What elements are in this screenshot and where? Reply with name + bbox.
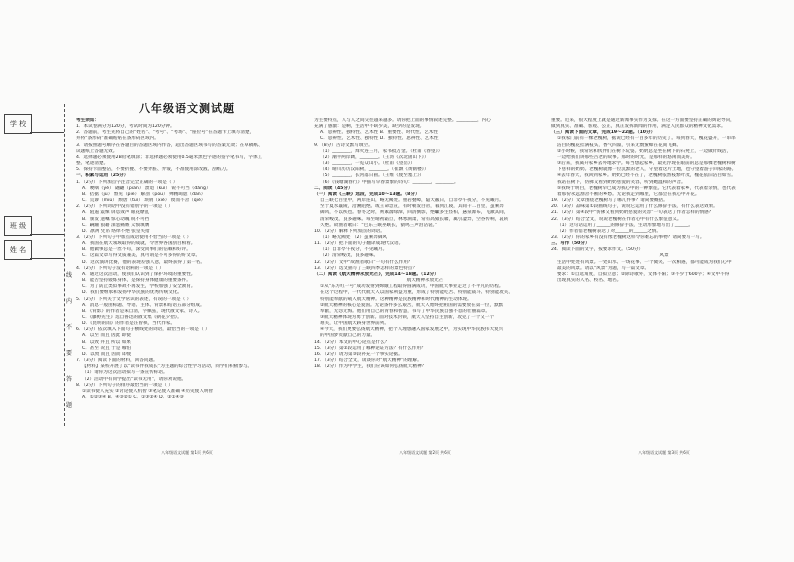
text-line: 22．（3分）结合全文，说说老槐树在作者心中有什么象征意义。 xyxy=(551,216,682,222)
text-line: 10．（2分）解释下列加点的词语。 xyxy=(314,228,385,234)
text-line: 清荣峻茂，良多趣味。每至晴初霜旦，林寒涧肃，常有高猿长啸，属引凄异，空谷传响，哀转 xyxy=(320,216,509,222)
text-line: A．阻遏 震悚 屏息敛声 眼花缭乱 xyxy=(82,210,150,216)
text-line: ④今天，我们更要弘扬航天精神，把个人理想融入国家发展之中，为实现中华民族伟大复兴 xyxy=(320,327,504,333)
page-footer: 八年级语文试题 第2页 共6页 xyxy=(399,450,451,455)
text-line: 21．（2分）第④段中“仿佛又看到奶奶慈爱的笑容”一句表达了作者怎样的情感？ xyxy=(551,210,714,216)
text-line: （1）________，烽火连三月，家书抵万金。（杜甫《春望》） xyxy=(320,148,443,154)
text-line: 着那份永远割舍不断的乡愁。无论我走到哪里，它都会在我心中开花。 xyxy=(557,191,700,197)
text-line: ④去年春天，我回到家乡。奶奶已经不在了，老槐树依然枝繁叶茂，槐花依旧洁白如雪。 xyxy=(557,173,736,179)
text-line: A．我国在航天领域取得的成就，令世界各国刮目相看。 xyxy=(82,241,196,247)
text-line: 充满了感激：是啊，生活中不缺少美，缺少的是发现。 xyxy=(314,124,425,130)
section-heading: 三、写作（50分） xyxy=(551,241,590,247)
text-line: （3）________，一览众山小。（杜甫《望岳》） xyxy=(320,161,415,167)
text-line: 为主要特点，人与人之间交往越来越多。请你把上面的事情叙述完整。_________，内心 xyxy=(314,118,491,123)
text-line: ①从“东方红一号”成功发射到嫦娥工程取得圆满成功，中国航天事业走过了不平凡的历程。 xyxy=(320,284,504,290)
text-line: A．以至 而且 因此 即使 xyxy=(82,333,131,339)
text-line: C．甚至 况且 于是 哪怕 xyxy=(82,345,131,351)
text-line: 5．（2分）下列关于文学常识的表述，有误的一项是（ ） xyxy=(76,296,192,302)
text-line: D．《昆明的雨》的作者是汪曾祺，当代作家。 xyxy=(82,321,176,327)
section-heading: 一、积累与运用（25分） xyxy=(76,173,129,179)
text-line: 洁白的槐花挂满枝头，香气四溢，引来无数蜜蜂在花间飞舞。 xyxy=(557,142,682,148)
text-line: 23．（2分）你的家乡有没有像老槐树这样令你难忘的事物？请简要写一写。 xyxy=(551,234,705,240)
text-line: D．这次演讲比赛，他的表现差强人意，最终获得了第一名。 xyxy=(82,259,205,265)
text-line: 一边给我们讲那些古老的故事。那时的时光，是那样的悠闲而美好。 xyxy=(557,154,695,160)
section-heading: （二）阅读《航天精神永放光芒》，完成14～18题。（12分） xyxy=(314,271,439,277)
text-line: D．以致 而且 因而 即使 xyxy=(82,351,132,357)
section-heading: 考生须知： xyxy=(76,118,99,123)
text-line: D．我们要继承和发扬中华民族的优秀传统文化。 xyxy=(82,290,183,296)
page-column-3 xyxy=(551,118,777,448)
text-line: D．凛冽 凭吊 络绎不绝 张皇失措 xyxy=(82,228,150,234)
text-line: （2）活动中有同学提出“读书无用”，请你劝说他。 xyxy=(82,376,187,382)
text-line: 8．（2分）下列句子的排序最恰当的一项是（ ） xyxy=(76,382,173,388)
text-line: 并将“条形码”准确粘贴在条形码区域内。 xyxy=(76,136,159,142)
text-line: 重要。近来，很大程度上就是通过新闻事实作为支撑。在这一方面要坚持正确的舆论导向， xyxy=(551,118,735,123)
section-heading: （一）阅读《三峡》选段，完成10～13题。（8分） xyxy=(314,191,420,197)
text-line: 5．保持卡面整洁，不要折叠、不要弄脏、弄皱，不准使用涂改液、刮纸刀。 xyxy=(76,167,231,173)
text-line: C．荒谬（miù） 颓唐（tuí） 琐屑（xiè） 锲而不舍（qiè） xyxy=(82,198,206,204)
text-line: （2）清荣峻茂，良多趣味。 xyxy=(320,253,379,259)
page-column-1 xyxy=(76,118,298,448)
text-line: 最美的风景。请以“风景”为题，写一篇文章。 xyxy=(557,265,650,271)
text-line: ②航天精神的核心是爱国。无论条件多么艰苦，航天人始终把祖国的需要放在第一位，默默 xyxy=(320,302,504,308)
text-line: B．他做事总是一丝不苟，深受同事们的信赖和好评。 xyxy=(82,247,191,253)
text-line: 11．（2分）把下面的句子翻译成现代汉语。 xyxy=(314,241,404,247)
seal-char: 不 xyxy=(66,324,73,331)
seal-char: 内 xyxy=(66,298,73,305)
text-line: A．消息一般由标题、导语、主体、背景和结语五部分组成。 xyxy=(82,302,205,308)
text-line: 1．（2分）下列加点字注音完全正确的一项是（ ） xyxy=(76,179,178,185)
name-field-label: 姓 名 xyxy=(4,240,32,260)
text-line: 难关，让中国航天跻身世界前列。 xyxy=(320,321,389,327)
text-line: （1）自非亭午夜分，不见曦月。 xyxy=(320,247,388,253)
page-footer: 八年级语文试题 第3页 共6页 xyxy=(638,450,690,455)
text-line: 2．（2分）下列词语中没有错别字的一项是（ ） xyxy=(76,204,173,210)
text-line: 至于夏水襄陵，沿溯阻绝。或王命急宣，有时朝发白帝，暮到江陵，其间千二百里，虽乘奔 xyxy=(320,204,504,210)
text-line: 15．（3分）第②段运用了哪种论证方法？有什么作用？ xyxy=(314,345,426,351)
text-line: 4．选择题必须使用2B铅笔填涂；非选择题必须使用0.5毫米黑色字迹的签字笔书写，字体工 xyxy=(76,154,263,160)
text-line: 17．（3分）结合全文，谈谈你对“航天精神”的理解。 xyxy=(314,358,422,364)
text-line: ②小时候，我常常和伙伴们在树下玩耍。奶奶总是坐在树下的石凳上，一边做针线活， xyxy=(557,148,732,154)
text-line: 13．（2分）选文描写了三峡四季怎样的景色特点？ xyxy=(314,265,417,271)
text-line: 【材料】某校开展了以“读书伴我成长”为主题的综合性学习活动，同学们积极参与。 xyxy=(82,364,253,370)
section-heading: （三）阅读下面的文章，完成19～22题。（10分） xyxy=(551,130,656,136)
text-line: B．《背影》的作者是朱自清，字佩弦，现代散文家、诗人。 xyxy=(82,308,203,314)
text-line: 19．（2分）文章围绕老槐树写了哪几件事？请简要概括。 xyxy=(551,198,668,204)
seal-char: 答 xyxy=(66,376,73,383)
text-line: 12．（2分）文中“故渔者歌曰”一句有什么作用？ xyxy=(314,259,413,265)
text-line: 2．答题前，考生先将自己的“姓名”、“考号”、“考场”、“座位号”在答题卡上填写清楚， xyxy=(76,130,255,136)
text-line: ③航天精神体现为勇于创新。面对技术封锁，航天人坚持自主创新，攻克了一个又一个 xyxy=(320,315,495,320)
text-line: B．能否坚持锻炼身体，是保持身体健康的重要条件。 xyxy=(82,278,191,284)
text-line: 6．（2分）依次填入下面句子横线处的词语，最恰当的一项是（ ） xyxy=(76,327,210,333)
text-line: （4）晴川历历汉阳树，________。（崔颢《黄鹤楼》） xyxy=(320,167,429,173)
text-line: 要求：①自选角度，自拟立意；②除诗歌外，文体不限；③不少于600字；④文中不得 xyxy=(557,271,730,277)
text-line: 做到真实、准确、客观、公正，真正发挥新闻的作用，满足人民群众的精神文化需求。 xyxy=(551,124,726,130)
text-line: （1）请你为这次活动拟写一条宣传标语。 xyxy=(82,370,168,376)
text-line: C．为了防止类似事故不再发生，学校加强了安全教育。 xyxy=(82,284,196,290)
name-field-input[interactable] xyxy=(30,258,64,259)
text-line: 1．本试卷满分为120分，考试时间为120分钟。 xyxy=(76,124,175,130)
text-line: 18．（2分）作为中学生，我们应该如何弘扬航天精神？ xyxy=(314,364,427,370)
text-line: 试题纸上答题无效。 xyxy=(76,148,118,154)
text-line: A．思辨性、独特性、艺术性 B．重要性、时代性、艺术性 xyxy=(320,130,439,136)
text-line: （6）《钱塘湖春行》中描写早春景象的诗句：________，________。 xyxy=(320,179,459,185)
text-line: （1）这句话运用了______的修辞手法，生动形象地写出了______。 xyxy=(557,222,694,228)
text-line: 的中国梦贡献自己的力量。 xyxy=(320,333,376,339)
text-line: 我站在树下，仿佛又看到奶奶慈爱的笑容，听到她温和的声音。 xyxy=(557,179,686,185)
text-line: C．这篇文章写得文质兼美，真可谓是不可多得的好文章。 xyxy=(82,253,201,259)
text-line: 出现真实的人名、校名、地名。 xyxy=(557,278,622,284)
seal-line xyxy=(64,104,65,426)
text-line: B．拮据（jū） 瞥见（piē） 解剖（pōu） 殚精竭虑（dān） xyxy=(82,191,206,197)
text-line: 在这个过程中，一代代航天人以国家利益为重，形成了特别能吃苦、特别能战斗、特别能攻关、 xyxy=(320,290,513,296)
text-line: ①读书使人充实 ②讨论使人机智 ③笔记使人准确 ④历史使人明智 xyxy=(82,388,214,394)
text-line: B．以致 并且 所以 如果 xyxy=(82,339,131,345)
text-line: 4．（2分）下列句子没有语病的一项是（ ） xyxy=(76,265,164,271)
text-line: （2）潮平两岸阔，________。（王湾《次北固山下》） xyxy=(320,154,429,160)
binding-margin xyxy=(0,100,73,430)
text-line: B．颁发 遗嘱 惊心动魄 锐不可挡 xyxy=(82,216,150,222)
class-field-label: 班 级 xyxy=(4,216,32,236)
section-heading: 二、阅读（45分） xyxy=(314,185,353,191)
seal-char: 要 xyxy=(66,350,73,357)
seal-char: 题 xyxy=(66,402,73,409)
exam-title: 八年级语文测试题 xyxy=(139,102,235,115)
page-footer: 八年级语文试题 第1页 共6页 xyxy=(161,450,213,455)
text-line: 特别能奉献的载人航天精神。这种精神是民族精神和时代精神的生动体现。 xyxy=(320,296,472,302)
school-field-input[interactable] xyxy=(30,132,64,133)
text-line: C．《藤野先生》选自鲁迅的散文集《朝花夕拾》。 xyxy=(82,315,182,320)
text-line: 3．（2分）下列句子中加点成语使用不恰当的一项是（ ） xyxy=(76,234,192,240)
text-line: ①我家门前有一棵老槐树，据说已经有一百多年的历史了。每到春天，槐花盛开，一串串 xyxy=(557,136,736,142)
text-line: ③后来，我离开家乡去外地求学。每当想起家乡，最先浮现在眼前的总是那棵老槐树和树 xyxy=(557,161,736,167)
text-line: 20．（3分）品味第①段画线句子，说说它运用了什么修辞手法，有什么表达效果。 xyxy=(551,204,718,210)
text-line: 14．（2分）本文的中心论点是什么？ xyxy=(314,339,390,345)
text-line: 生活中处处有风景。一处山水、一场花事、一个微笑、一次相遇，都可能成为我们心中 xyxy=(557,259,732,265)
text-line: （2）作者借老槐树表达了对______的______之情。 xyxy=(557,228,661,234)
text-line: 自三峡七百里中，两岸连山，略无阙处。重岩叠嶂，隐天蔽日，自非亭午夜分，不见曦月。 xyxy=(320,198,504,204)
page-column-2 xyxy=(314,118,536,448)
text-line: （1）略无阙处 （2）虽乘奔御风 xyxy=(320,234,388,240)
text-line: 御风，不以疾也。春冬之时，则素湍绿潭，回清倒影，绝巘多生怪柏，悬泉瀑布，飞漱其间， xyxy=(320,210,509,216)
text-line: 7．（3分）阅读下面的材料，回答问题。 xyxy=(76,358,158,364)
text-line: C．思辨性、艺术性、独特性 D．独特性、思辨性、艺术性 xyxy=(320,136,439,142)
text-line: （5）________，长河落日圆。（王维《使至塞上》） xyxy=(320,173,424,179)
text-line: A．①②③④ B．④③②① C．①③②④ D．②①④③ xyxy=(82,395,184,401)
seal-char: 线 xyxy=(66,272,73,279)
text-line: 9．（8分）古诗文默写填空。 xyxy=(314,142,373,148)
text-line: C．蹒跚 狼藉 深恶痛嫉 义愤填膺 xyxy=(82,222,150,228)
text-line: 奉献，无怨无悔。他们用自己的青春和智慧，书写了中华民族自强不息的壮丽篇章。 xyxy=(320,308,490,314)
text-line: 航天精神永放光芒 xyxy=(406,278,444,284)
text-line: 下慈祥的奶奶。老槐树就像一位沉默的老人，守望着这片土地，也守望着游子回家的路。 xyxy=(557,167,737,173)
school-field-label: 学 校 xyxy=(4,114,32,134)
text-line: A．哽咽（yè） 翩翩（piān） 溃退（kuì） 锐不可当（dǎng） xyxy=(82,185,211,191)
text-line: 24．阅读下面的文字，按要求作文。（50分） xyxy=(551,247,644,253)
text-line: A．通过这次活动，使我们认识到了保护环境的重要性。 xyxy=(82,271,196,277)
text-line: 久绝。故渔者歌曰：“巴东三峡巫峡长，猿鸣三声泪沾裳。” xyxy=(320,222,438,228)
text-line: ⑤我终于明白，老槐树早已成为我心中的一种象征。它代表着家乡，代表着亲情，也代表 xyxy=(557,185,736,191)
class-field-input[interactable] xyxy=(30,234,64,235)
text-line: 整、笔迹清楚。 xyxy=(76,161,109,167)
text-line: 风景 xyxy=(659,253,669,259)
text-line: 16．（2分）请为第③段补充一个事实论据。 xyxy=(314,351,403,357)
text-line: 3．请按照题号顺序在各题目的答题区域内作答，超出答题区域书写的答案无效；在草稿纸、 xyxy=(76,142,263,148)
